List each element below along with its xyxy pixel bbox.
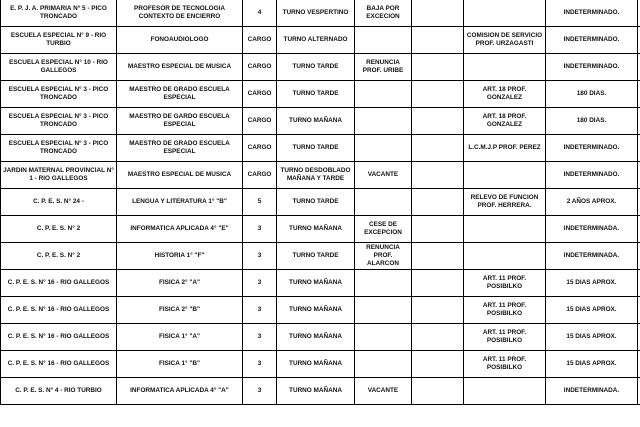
cell-extra (412, 81, 464, 108)
cell-reemplazo: ART. 11 PROF. POSIBILKO (464, 270, 546, 297)
cell-motivo: VACANTE (355, 378, 412, 405)
cell-turno: TURNO TARDE (277, 54, 355, 81)
table-row (1, 162, 640, 189)
cell-reemplazo: COMISION DE SERVICIO PROF. URZAGASTI (464, 27, 546, 54)
cell-reemplazo: ART. 11 PROF. POSIBILKO (464, 324, 546, 351)
cell-duracion: 15 DIAS APROX. (546, 270, 638, 297)
cell-turno: TURNO TARDE (277, 81, 355, 108)
table-row (1, 378, 640, 405)
cell-extra (412, 54, 464, 81)
cell-reemplazo (464, 243, 546, 270)
cell-motivo (355, 135, 412, 162)
cell-extra (412, 135, 464, 162)
cell-turno: TURNO VESPERTINO (277, 0, 355, 27)
cell-horas: 3 (243, 378, 277, 405)
cell-turno: TURNO MAÑANA (277, 378, 355, 405)
cell-motivo: CESE DE EXCEPCION (355, 216, 412, 243)
table-row (1, 270, 640, 297)
cell-reemplazo (464, 378, 546, 405)
cell-duracion: INDETERMINADO. (546, 27, 638, 54)
cell-cargo: FISICA 1° "B" (117, 351, 243, 378)
cell-reemplazo: ART. 11 PROF. POSIBILKO (464, 351, 546, 378)
cell-cargo: MAESTRO ESPECIAL DE MUSICA (117, 54, 243, 81)
table-row (1, 324, 640, 351)
cell-extra (412, 216, 464, 243)
cell-escuela: C. P. E. S. N° 16 - RIO GALLEGOS (1, 324, 117, 351)
cell-turno: TURNO DESDOBLADO MAÑANA Y TARDE (277, 162, 355, 189)
cell-motivo (355, 189, 412, 216)
cell-horas: 4 (243, 0, 277, 27)
cell-turno: TURNO ALTERNADO (277, 27, 355, 54)
cell-cargo: FISICA 2° "A" (117, 270, 243, 297)
cell-motivo (355, 108, 412, 135)
cell-motivo: BAJA POR EXCECION (355, 0, 412, 27)
cell-turno: TURNO MAÑANA (277, 351, 355, 378)
cell-motivo (355, 270, 412, 297)
cell-horas: 5 (243, 189, 277, 216)
cell-horas: 3 (243, 216, 277, 243)
cell-duracion: 15 DIAS APROX. (546, 297, 638, 324)
cell-cargo: INFORMATICA APLICADA 4° "E" (117, 216, 243, 243)
cell-cargo: FONOAUDIOLOGO (117, 27, 243, 54)
cell-duracion: INDETERMINADA. (546, 216, 638, 243)
cell-duracion: INDETERMINADO. (546, 135, 638, 162)
cell-reemplazo: ART. 11 PROF. POSIBILKO (464, 297, 546, 324)
table-row (1, 54, 640, 81)
cell-horas: CARGO (243, 54, 277, 81)
cell-reemplazo: L.C.M.J.P PROF. PEREZ (464, 135, 546, 162)
cell-duracion: 15 DIAS APROX. (546, 324, 638, 351)
cell-extra (412, 108, 464, 135)
cell-horas: CARGO (243, 27, 277, 54)
cell-extra (412, 378, 464, 405)
cell-cargo: INFORMATICA APLICADA 4° "A" (117, 378, 243, 405)
table-row (1, 108, 640, 135)
table-row (1, 135, 640, 162)
cell-motivo (355, 81, 412, 108)
cell-motivo (355, 324, 412, 351)
cell-cargo: HISTORIA 1° "F" (117, 243, 243, 270)
cell-turno: TURNO TARDE (277, 243, 355, 270)
cell-horas: CARGO (243, 81, 277, 108)
cell-turno: TURNO MAÑANA (277, 108, 355, 135)
cell-reemplazo: ART. 18 PROF. GONZALEZ (464, 81, 546, 108)
cell-motivo: RENUNCIA PROF. URIBE (355, 54, 412, 81)
cell-horas: CARGO (243, 162, 277, 189)
cell-escuela: C. P. E. S. N° 16 - RIO GALLEGOS (1, 270, 117, 297)
cell-horas: 3 (243, 297, 277, 324)
cell-turno: TURNO MAÑANA (277, 270, 355, 297)
cell-escuela: JARDIN MATERNAL PROVINCIAL N° 1 - RIO GALLEGOS (1, 162, 117, 189)
cell-turno: TURNO TARDE (277, 135, 355, 162)
table-row (1, 351, 640, 378)
cell-duracion: 180 DIAS. (546, 108, 638, 135)
cell-extra (412, 27, 464, 54)
cell-reemplazo (464, 54, 546, 81)
cell-horas: CARGO (243, 135, 277, 162)
cell-duracion: 180 DIAS. (546, 81, 638, 108)
cell-cargo: MAESTRO DE GRADO ESCUELA ESPECIAL (117, 81, 243, 108)
cell-escuela: C. P. E. S. N° 2 (1, 216, 117, 243)
cell-escuela: C. P. E. S. N° 24 - (1, 189, 117, 216)
table-row (1, 189, 640, 216)
cell-motivo (355, 351, 412, 378)
table-row (1, 243, 640, 270)
cell-extra (412, 351, 464, 378)
table-body (1, 0, 640, 405)
cell-turno: TURNO MAÑANA (277, 297, 355, 324)
cell-escuela: ESCUELA ESPECIAL N° 3 - PICO TRONCADO (1, 135, 117, 162)
table-row (1, 297, 640, 324)
cell-cargo: PROFESOR DE TECNOLOGIA CONTEXTO DE ENCIERRO (117, 0, 243, 27)
cell-escuela: ESCUELA ESPECIAL N° 3 - PICO TRONCADO (1, 108, 117, 135)
cell-extra (412, 297, 464, 324)
cell-escuela: ESCUELA ESPECIAL N° 10 - RIO GALLEGOS (1, 54, 117, 81)
cell-turno: TURNO MAÑANA (277, 216, 355, 243)
cell-horas: 3 (243, 243, 277, 270)
cell-reemplazo: ART. 18 PROF. GONZALEZ (464, 108, 546, 135)
cell-extra (412, 243, 464, 270)
table-row (1, 0, 640, 27)
cell-turno: TURNO TARDE (277, 189, 355, 216)
cell-duracion: INDETERMINADA. (546, 378, 638, 405)
cell-escuela: C. P. E. S. N° 16 - RIO GALLEGOS (1, 351, 117, 378)
table-row (1, 27, 640, 54)
cell-extra (412, 189, 464, 216)
cell-extra (412, 324, 464, 351)
cell-horas: 3 (243, 270, 277, 297)
cell-motivo: RENUNCIA PROF. ALARCON (355, 243, 412, 270)
cell-duracion: 15 DIAS APROX. (546, 351, 638, 378)
cell-motivo (355, 297, 412, 324)
cell-extra (412, 270, 464, 297)
cell-escuela: ESCUELA ESPECIAL N° 9 - RIO TURBIO (1, 27, 117, 54)
cell-reemplazo (464, 162, 546, 189)
cell-motivo (355, 27, 412, 54)
cell-cargo: MAESTRO ESPECIAL DE MUSICA (117, 162, 243, 189)
cell-motivo: VACANTE (355, 162, 412, 189)
cell-escuela: E. P. J. A. PRIMARIA N° 5 - PICO TRONCADO (1, 0, 117, 27)
cell-reemplazo (464, 216, 546, 243)
cell-escuela: C. P. E. S. N° 16 - RIO GALLEGOS (1, 297, 117, 324)
cell-escuela: C. P. E. S. N° 2 (1, 243, 117, 270)
cell-cargo: MAESTRO DE GARDO ESCUELA ESPECIAL (117, 108, 243, 135)
cell-duracion: INDETERMINADO. (546, 162, 638, 189)
cell-duracion: INDETERMINADO. (546, 54, 638, 81)
cell-duracion: 2 AÑOS APROX. (546, 189, 638, 216)
cell-extra (412, 162, 464, 189)
cell-extra (412, 0, 464, 27)
cell-horas: 3 (243, 324, 277, 351)
cell-duracion: INDETERMINADA. (546, 243, 638, 270)
table-row (1, 81, 640, 108)
cell-duracion: INDETERMINADO. (546, 0, 638, 27)
cell-cargo: FISICA 2° "B" (117, 297, 243, 324)
cell-horas: CARGO (243, 108, 277, 135)
table-row (1, 216, 640, 243)
cell-cargo: LENGUA Y LITERATURA 1° "B" (117, 189, 243, 216)
cell-turno: TURNO MAÑANA (277, 324, 355, 351)
cell-escuela: ESCUELA ESPECIAL N° 3 - PICO TRONCADO (1, 81, 117, 108)
cell-cargo: MAESTRO DE GRADO ESCUELA ESPECIAL (117, 135, 243, 162)
cell-cargo: FISICA 1° "A" (117, 324, 243, 351)
cell-reemplazo (464, 0, 546, 27)
cell-horas: 3 (243, 351, 277, 378)
cell-reemplazo: RELEVO DE FUNCION PROF. HERRERA. (464, 189, 546, 216)
cell-escuela: C. P. E. S. N° 4 - RIO TURBIO (1, 378, 117, 405)
